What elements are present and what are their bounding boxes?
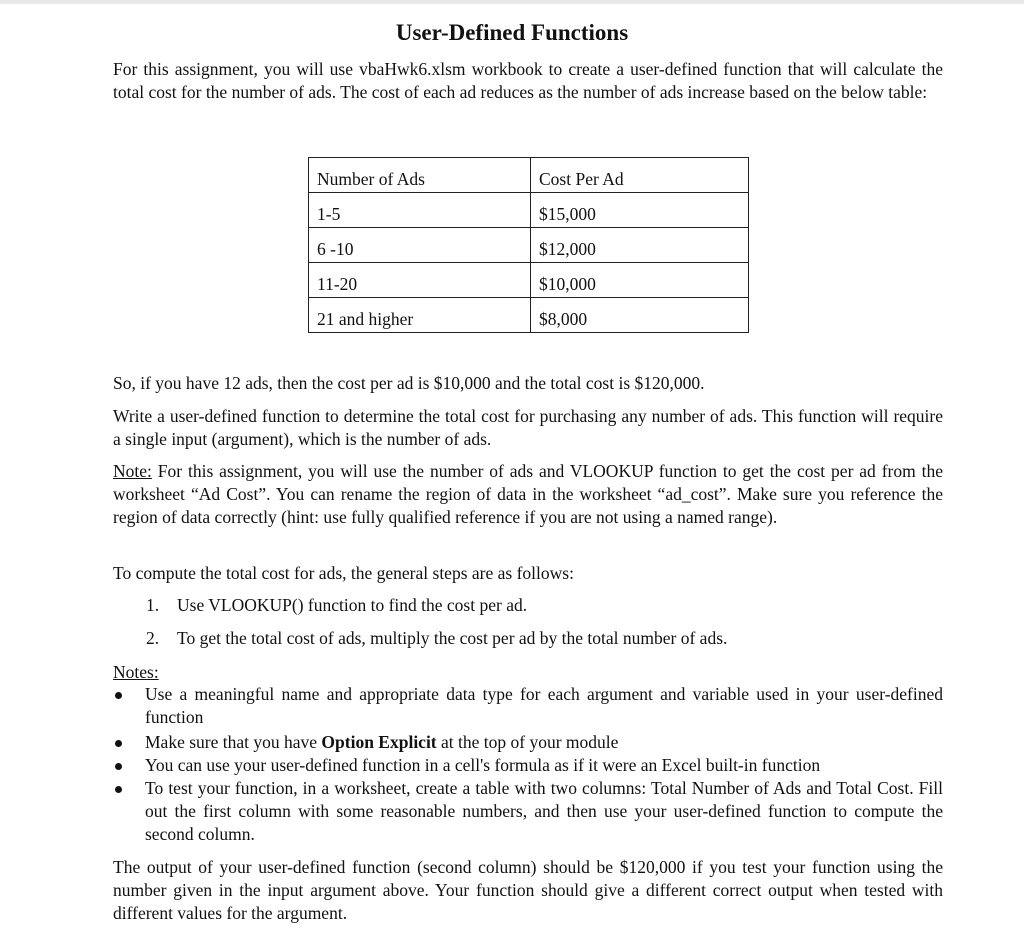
table-cell: 6 -10 bbox=[309, 228, 531, 263]
notes-label: Notes: bbox=[113, 662, 159, 682]
bullet-dot-icon bbox=[115, 740, 122, 747]
bullet-text-part: Make sure that you have bbox=[145, 732, 322, 752]
intro-paragraph: For this assignment, you will use vbaHwk6.xlsm workbook to create a user-defined function that will calculate the total cost for the number of ads. The cost of each ad reduces as the number of ads increase based on the below table: bbox=[113, 59, 943, 102]
table-cell: $10,000 bbox=[531, 263, 749, 298]
bullet-text: To test your function, in a worksheet, create a table with two columns: Total Number of Ads and Total Cost. Fill out the first column with some reasonable numbers, and then use your user-defined function to compute the second column. bbox=[145, 778, 943, 844]
table-cell: $15,000 bbox=[531, 193, 749, 228]
bullet-item bbox=[113, 754, 943, 777]
bullet-dot-icon bbox=[115, 692, 122, 699]
bullet-text: Use a meaningful name and appropriate data type for each argument and variable used in your user-defined function bbox=[145, 684, 943, 727]
top-border bbox=[0, 0, 1024, 4]
closing-paragraph: The output of your user-defined function (second column) should be $120,000 if you test your function using the number given in the input argument above. Your function should give a different correct output when tested with different values for the argument. bbox=[113, 857, 943, 923]
note-paragraph bbox=[113, 460, 943, 529]
ad-cost-table bbox=[308, 157, 749, 333]
table-row bbox=[309, 263, 749, 298]
option-explicit-bold: Option Explicit bbox=[321, 732, 437, 752]
table-header-row bbox=[309, 158, 749, 193]
bullet-item bbox=[113, 731, 943, 754]
table-cell: $8,000 bbox=[531, 298, 749, 333]
table-cell: $12,000 bbox=[531, 228, 749, 263]
bullet-text bbox=[145, 731, 943, 754]
step-text: To get the total cost of ads, multiply the cost per ad by the total number of ads. bbox=[177, 628, 728, 648]
bullet-item bbox=[113, 777, 943, 846]
table-cell: 11-20 bbox=[309, 263, 531, 298]
note-label: Note: bbox=[113, 461, 152, 481]
table-row bbox=[309, 298, 749, 333]
note-text: For this assignment, you will use the number of ads and VLOOKUP function to get the cost per ad from the worksheet “Ad Cost”. You can rename the region of data in the worksheet “ad_cost”. Make sure you reference the region of data correctly (hint: use fully qualified reference if you are not using a named range). bbox=[113, 461, 943, 527]
step-item bbox=[146, 594, 527, 617]
bullet-dot-icon bbox=[115, 786, 122, 793]
step-number: 2. bbox=[146, 628, 160, 648]
step-number: 1. bbox=[146, 595, 160, 615]
bullet-text: You can use your user-defined function in a cell's formula as if it were an Excel built-in function bbox=[145, 755, 821, 775]
task-paragraph: Write a user-defined function to determine the total cost for purchasing any number of ads. This function will require a single input (argument), which is the number of ads. bbox=[113, 406, 943, 449]
example-paragraph: So, if you have 12 ads, then the cost per ad is $10,000 and the total cost is $120,000. bbox=[113, 373, 705, 393]
table-row bbox=[309, 193, 749, 228]
bullet-dot-icon bbox=[115, 763, 122, 770]
bullet-text-part: at the top of your module bbox=[436, 732, 619, 752]
step-text: Use VLOOKUP() function to find the cost per ad. bbox=[177, 595, 528, 615]
table-cell: 21 and higher bbox=[309, 298, 531, 333]
table-header-cell: Cost Per Ad bbox=[531, 158, 749, 193]
steps-intro: To compute the total cost for ads, the general steps are as follows: bbox=[113, 563, 574, 583]
step-item bbox=[146, 627, 727, 650]
page-title: User-Defined Functions bbox=[395, 20, 629, 45]
table-header-cell: Number of Ads bbox=[309, 158, 531, 193]
table-row bbox=[309, 228, 749, 263]
table-cell: 1-5 bbox=[309, 193, 531, 228]
bullet-item bbox=[113, 683, 943, 729]
